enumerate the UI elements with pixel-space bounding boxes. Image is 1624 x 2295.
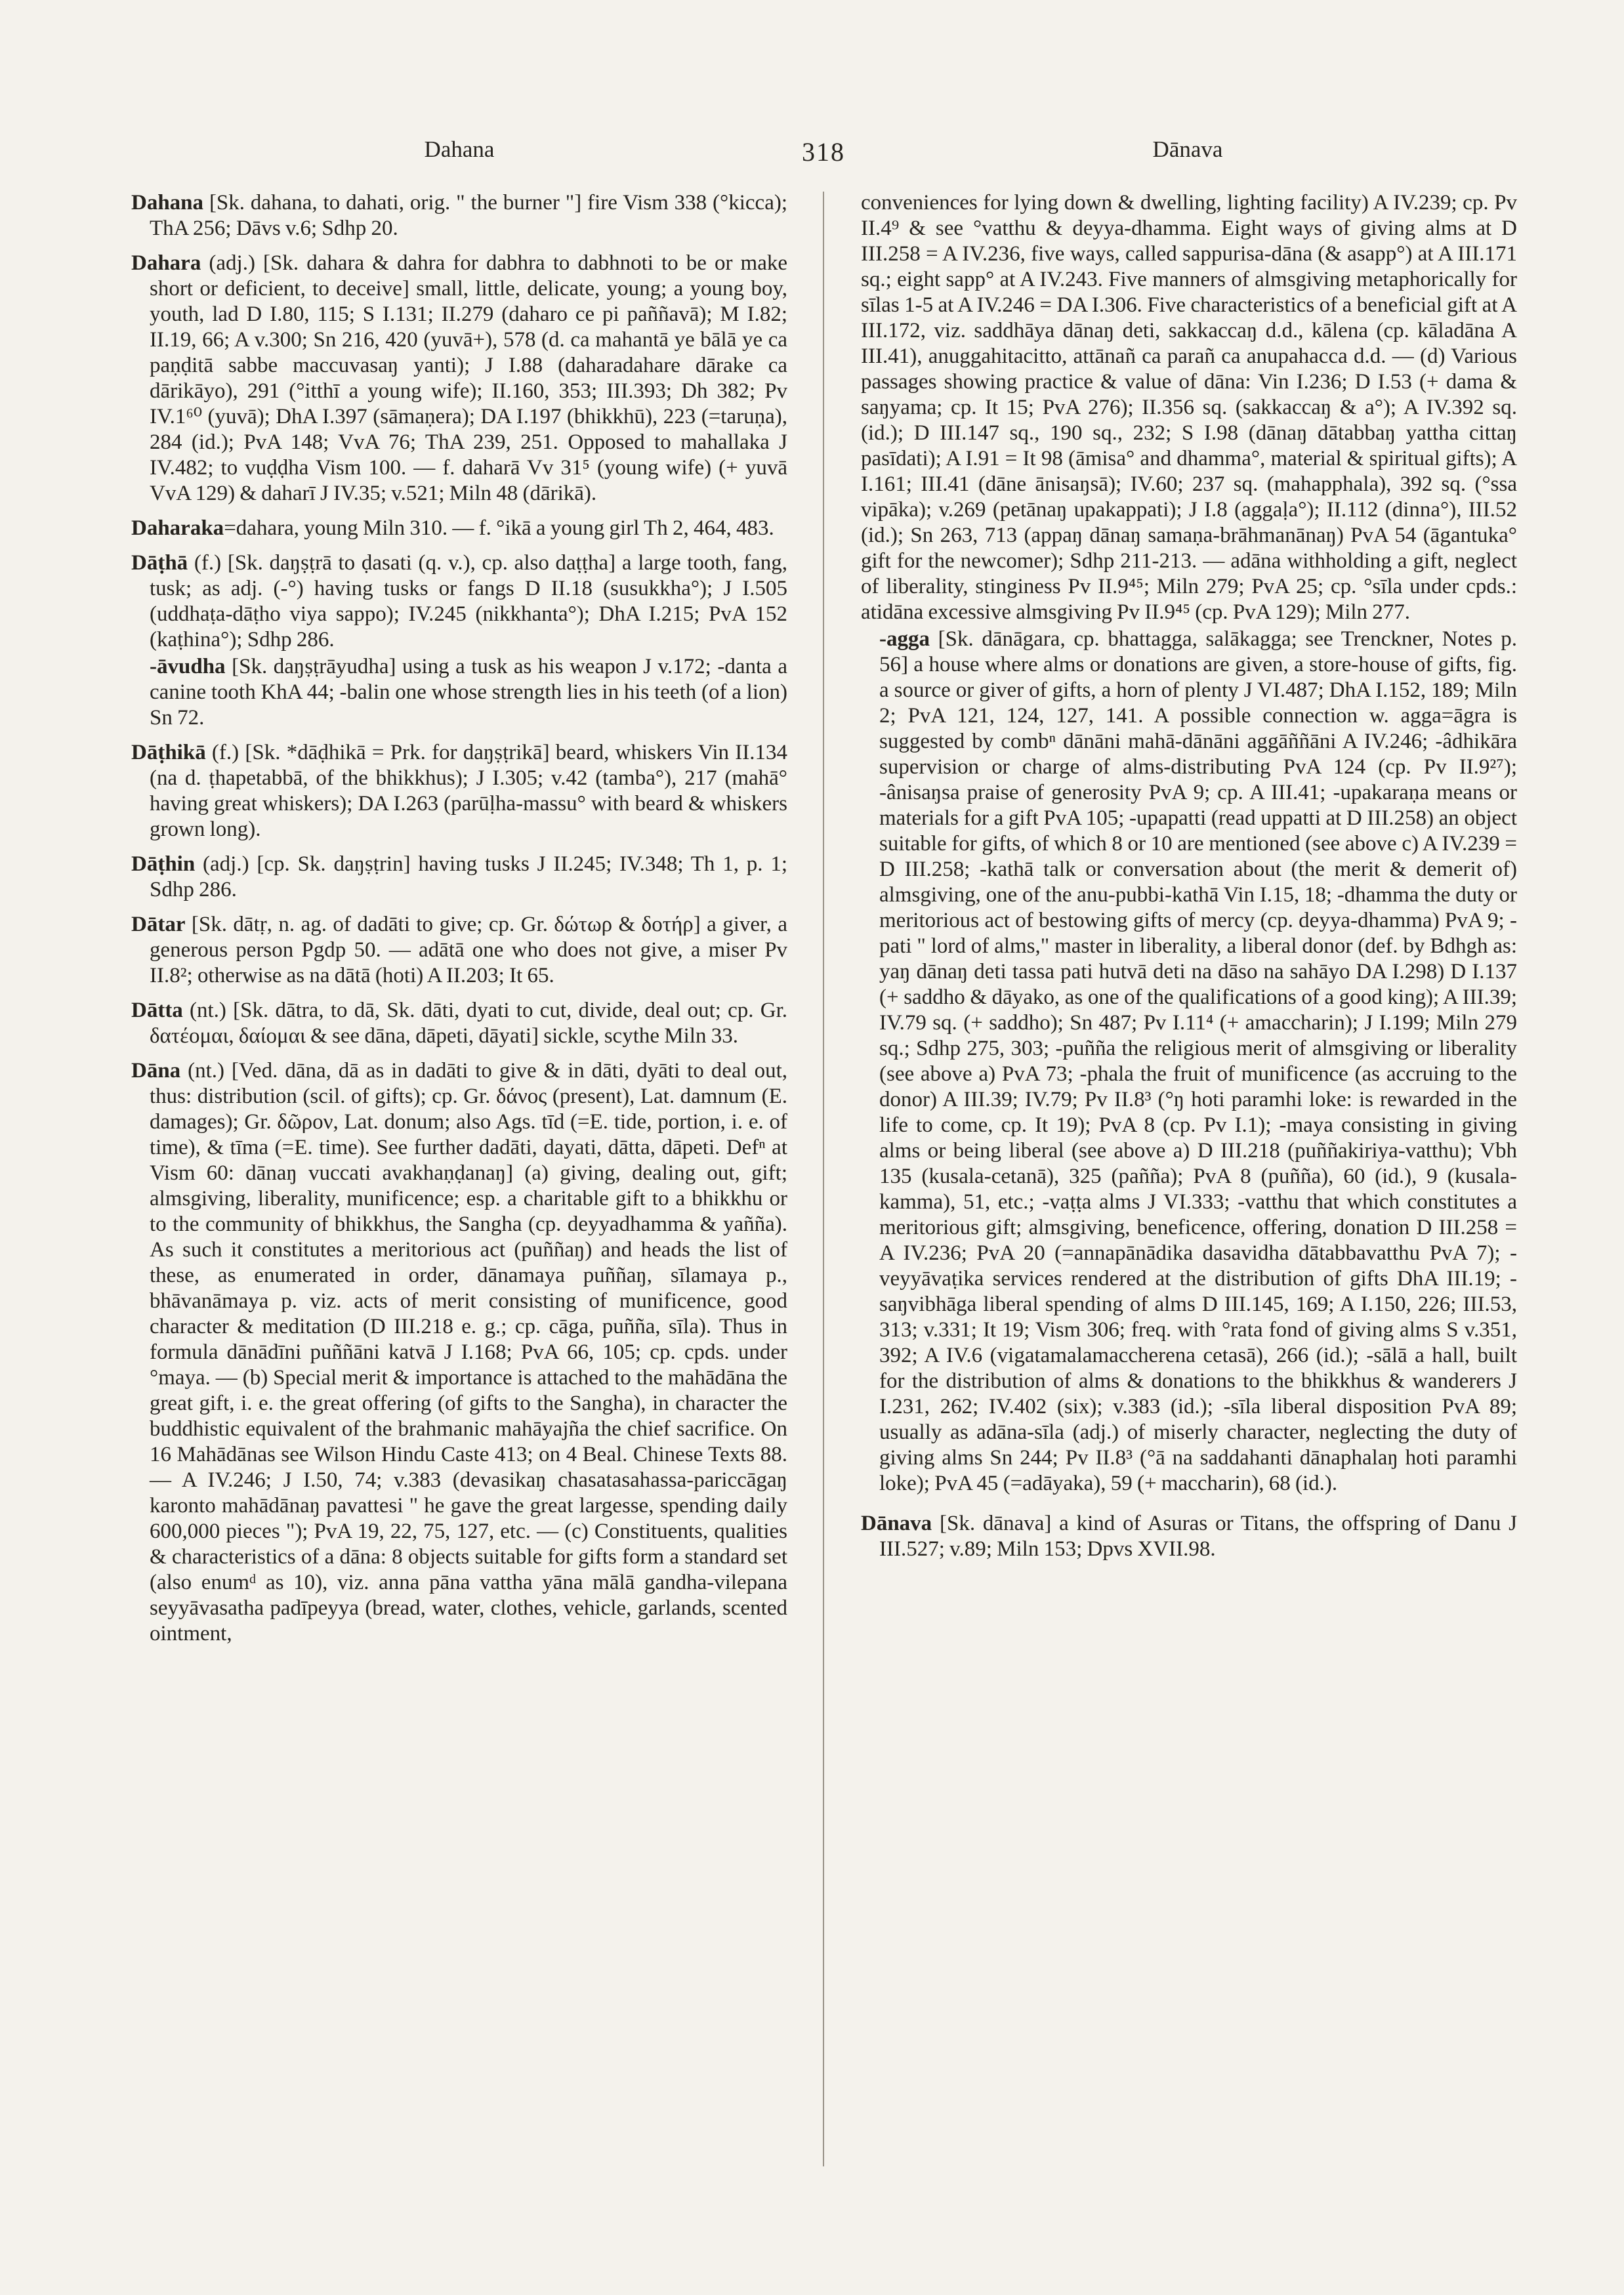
compound-paragraph-avudha	[131, 654, 787, 731]
entry-body: [Sk. dānava] a kind of Asuras or Titans, the offspring of Danu J III.527; v.89; Miln 153; Dpvs XVII.98.	[879, 1512, 1517, 1561]
entry-body: (adj.) [Sk. dahara & dahra for dabhra to dabhnoti to be or make short or deficient, to deceive] small, little, delicate, young; a young boy, youth, lad D I.80, 115; S I.131; II.279 (daharo ce pi paññavā); M I.82; II.19, 66; A v.300; Sn 216, 420 (yuvā+), 578 (d. ca mahantā ye bālā ye ca paṇḍitā sabbe maccuvasaŋ yanti); J I.88 (daharadahare dārake ca dārikāyo), 291 (°itthī a young wife); II.160, 353; III.393; Dh 382; Pv IV.1⁶⁰ (yuvā); DhA I.397 (sāmaṇera); DA I.197 (bhikkhū), 223 (=taruṇa), 284 (id.); PvA 148; VvA 76; ThA 239, 251. Opposed to mahallaka J IV.482; to vuḍḍha Vism 100. — f. daharā Vv 31⁵ (young wife) (+ yuvā VvA 129) & daharī J IV.35; v.521; Miln 48 (dārikā).	[150, 251, 787, 505]
entry-headword: Dātta	[131, 999, 183, 1022]
entry-body: (adj.) [cp. Sk. daŋṣṭrin] having tusks J II.245; IV.348; Th 1, p. 1; Sdhp 286.	[150, 852, 787, 901]
dictionary-entry-dana	[131, 1058, 787, 1647]
dana-entry-continuation	[861, 190, 1517, 625]
dictionary-entry-dahara	[131, 251, 787, 507]
dictionary-entry-datha	[131, 550, 787, 653]
dictionary-entry-datar	[131, 912, 787, 989]
entry-body: (f.) [Sk. *dāḍhikā = Prk. for daŋṣṭrikā] beard, whiskers Vin II.134 (na d. ṭhapetabbā, of the bhikkhus); J I.305; v.42 (tamba°), 217 (mahā° having great whiskers); DA I.263 (parūḷha-massu° with beard & whiskers grown long).	[150, 741, 787, 841]
dictionary-entry-danava	[861, 1511, 1517, 1562]
entry-headword: Dāṭhikā	[131, 741, 206, 764]
entry-body: [Sk. dānāgara, cp. bhattagga, salākagga; see Trenckner, Notes p. 56] a house where alms or donations are given, a store-house of gifts, fig. a source or giver of gifts, a horn of plenty J VI.487; DhA I.152, 189; Miln 2; PvA 121, 124, 127, 141. A possible connection w. agga=āgra is suggested by combⁿ dānāni mahā-dānāni aggāññāni A IV.246; -âdhikāra supervision or charge of alms-distributing PvA 124 (cp. Pv II.9²⁷); -ânisaŋsa praise of generosity PvA 9; cp. A III.41; -upakaraṇa means or materials for a gift PvA 105; -upapatti (read uppatti at D III.258) an object suitable for gifts, of which 8 or 10 are mentioned (see above c) A IV.239 = D III.258; -kathā talk or conversation about (the merit & demerit of) almsgiving, one of the anu-pubbi-kathā Vin I.15, 18; -dhamma the duty or meritorious act of bestowing gifts of mercy (cp. deyya-dhamma) PvA 9; -pati " lord of alms," master in liberality, a liberal donor (def. by Bdhgh as: yaŋ dānaŋ deti tassa pati hutvā deti na dāso na sahāyo DA I.298) D I.137 (+ saddho & dāyako, as one of the qualifications of a good king); A III.39; IV.79 sq. (+ saddho); Sn 487; Pv I.11⁴ (+ amaccharin); J I.199; Miln 279 sq.; Sdhp 275, 303; -puñña the religious merit of almsgiving or liberality (see above a) PvA 73; -phala the fruit of munificence (as accruing to the donor) A III.39; IV.79; Pv II.8³ (°ŋ hoti paramhi loke: is rewarded in the life to come, cp. It 19); PvA 8 (cp. Pv I.1); -maya consisting in giving alms or being liberal (see above a) D III.218 (puññakiriya-vatthu); Vbh 135 (kusala-cetanā), 325 (pañña); PvA 8 (puñña), 60 (id.), 9 (kusala-kamma), 51, etc.; -vaṭṭa alms J VI.333; -vatthu that which constitutes a meritorious gift; almsgiving, beneficence, offering, donation D III.258 = A IV.236; PvA 20 (=annapānādika dasavidha dātabbavatthu PvA 7); -veyyāvaṭika services rendered at the distribution of gifts DhA III.19; -saŋvibhāga liberal spending of alms D III.145, 169; A I.150, 226; III.53, 313; v.331; It 19; Vism 306; freq. with °rata fond of giving alms S v.351, 392; A IV.6 (vigatamalamaccherena cetasā), 266 (id.); -sālā a hall, built for the distribution of alms & donations to the bhikkhus & wanderers J I.231, 262; IV.402 (six); v.383 (id.); -sīla liberal disposition PvA 89; usually as adāna-sīla (adj.) of miserly character, neglecting the duty of giving alms Sn 244; Pv II.8³ (°ā na saddahanti dānaphalaŋ hoti paramhi loke); PvA 45 (=adāyaka), 59 (+ maccharin), 68 (id.).	[879, 627, 1517, 1495]
entry-headword: Dātar	[131, 913, 186, 936]
page-number: 318	[802, 137, 845, 167]
entry-body: [Sk. dātṛ, n. ag. of dadāti to give; cp. Gr. δώτωρ & δοτήρ] a giver, a generous person Pgdp 50. — adātā one who does not give, a miser Pv II.8²; otherwise as na dātā (hoti) A II.203; It 65.	[150, 913, 787, 987]
dictionary-entry-daharaka	[131, 516, 787, 541]
compound-lemma: -agga	[879, 627, 930, 651]
entry-body: [Sk. daŋṣṭrāyudha] using a tusk as his weapon J v.172; -danta a canine tooth KhA 44; -balin one whose strength lies in his teeth (of a lion) Sn 72.	[150, 655, 787, 730]
right-column	[861, 190, 1517, 1562]
entry-headword: Dāṭhā	[131, 551, 188, 575]
compound-paragraph-agga	[861, 627, 1517, 1497]
entry-headword: Dānava	[861, 1512, 932, 1535]
dictionary-entry-dathin	[131, 852, 787, 903]
entry-headword: Dāṭhin	[131, 852, 196, 876]
column-divider-rule	[823, 192, 824, 2166]
running-head-right: Dānava	[1152, 136, 1223, 162]
entry-body: (nt.) [Sk. dātra, to dā, Sk. dāti, dyati to cut, divide, deal out; cp. Gr. δατέομαι, δαίομαι & see dāna, dāpeti, dāyati] sickle, scythe Miln 33.	[150, 999, 787, 1048]
left-column	[131, 190, 787, 1647]
entry-headword: Dahana	[131, 191, 204, 215]
entry-body: conveniences for lying down & dwelling, lighting facility) A IV.239; cp. Pv II.4⁹ & see °vatthu & deyya-dhamma. Eight ways of giving alms at D III.258 = A IV.236, five ways, called sappurisa-dāna (& asapp°) at A III.171 sq.; eight sapp° at A IV.243. Five manners of almsgiving metaphorically for sīlas 1-5 at A IV.246 = DA I.306. Five characteristics of a beneficial gift at A III.172, viz. saddhāya dānaŋ deti, sakkaccaŋ d.d., kālena (cp. kāladāna A III.41), anuggahitacitto, attānañ ca parañ ca anupahacca d.d. — (d) Various passages showing practice & value of dāna: Vin I.236; D I.53 (+ dama & saŋyama; cp. It 15; PvA 276); II.356 sq. (sakkaccaŋ & a°); A IV.392 sq. (id.); D III.147 sq., 190 sq., 232; S I.98 (dānaŋ dātabbaŋ yattha cittaŋ pasīdati); A I.91 = It 98 (āmisa° and dhamma°, material & spiritual gifts); A I.161; III.41 (dāne ānisaŋsā); IV.60; 237 sq. (mahapphala), 392 sq. (°ssa vipāka); v.269 (petānaŋ upakappati); J I.8 (aggaḷa°); II.112 (dinna°), III.52 (id.); Sn 263, 713 (appaŋ dānaŋ samaṇa-brāhmanānaŋ) PvA 54 (āgantuka° gift for the newcomer); Sdhp 211-213. — adāna withholding a gift, neglect of liberality, stinginess Pv II.9⁴⁵; Miln 279; PvA 25; cp. °sīla under cpds.: atidāna excessive almsgiving Pv II.9⁴⁵ (cp. PvA 129); Miln 277.	[861, 191, 1517, 624]
entry-headword: Dahara	[131, 251, 201, 275]
entry-body: (nt.) [Ved. dāna, dā as in dadāti to give & in dāti, dyāti to deal out, thus: distribution (scil. of gifts); cp. Gr. δάνος (present), Lat. damnum (E. damages); Gr. δῶρον, Lat. donum; also Ags. tīd (=E. tide, portion, i. e. of time), & tīma (=E. time). See further dadāti, dayati, dātta, dāpeti. Defⁿ at Vism 60: dānaŋ vuccati avakhaṇḍanaŋ] (a) giving, dealing out, gift; almsgiving, liberality, munificence; esp. a charitable gift to a bhikkhu or to the community of bhikkhus, the Sangha (cp. deyyadhamma & yañña). As such it constitutes a meritorious act (puññaŋ) and heads the list of these, as enumerated in order, dānamaya puññaŋ, sīlamaya p., bhāvanāmaya p. viz. acts of merit consisting of munificence, good character & meditation (D III.218 e. g.; cp. cāga, puñña, sīla). Thus in formula dānādīni puññāni katvā J I.168; PvA 66, 105; cp. cpds. under °maya. — (b) Special merit & importance is attached to the mahādāna the great gift, i. e. the great offering (of gifts to the Sangha), in character the buddhistic equivalent of the brahmanic mahāyajña the chief sacrifice. On 16 Mahādānas see Wilson Hindu Caste 413; on 4 Beal. Chinese Texts 88. — A IV.246; J I.50, 74; v.383 (devasikaŋ chasatasahassa-pariccāgaŋ karonto mahādānaŋ pavattesi " he gave the great largesse, spending daily 600,000 pieces "); PvA 19, 22, 75, 127, etc. — (c) Constituents, qualities & characteristics of a dāna: 8 objects suitable for gifts form a standard set (also enumᵈ as 10), viz. anna pāna vattha yāna mālā gandha-vilepana seyyāvasatha padīpeyya (bread, water, clothes, vehicle, garlands, scented ointment,	[150, 1059, 787, 1645]
entry-body: =dahara, young Miln 310. — f. °ikā a young girl Th 2, 464, 483.	[224, 516, 774, 540]
compound-lemma: -āvudha	[150, 655, 226, 678]
dictionary-entry-dathika	[131, 740, 787, 842]
entry-headword: Dāna	[131, 1059, 181, 1083]
running-head-left: Dahana	[424, 136, 495, 162]
entry-headword: Daharaka	[131, 516, 224, 540]
entry-body: (f.) [Sk. daŋṣṭrā to ḍasati (q. v.), cp. also daṭṭha] a large tooth, fang, tusk; as adj. (-°) having tusks or fangs D II.18 (susukkha°); J I.505 (uddhaṭa-dāṭho viya sappo); IV.245 (nikkhanta°); DhA I.215; PvA 152 (kaṭhina°); Sdhp 286.	[150, 551, 787, 651]
dictionary-entry-datta	[131, 998, 787, 1049]
entry-body: [Sk. dahana, to dahati, orig. " the burner "] fire Vism 338 (°kicca); ThA 256; Dāvs v.6; Sdhp 20.	[150, 191, 787, 240]
dictionary-entry-dahana	[131, 190, 787, 241]
page-header	[131, 136, 1516, 169]
